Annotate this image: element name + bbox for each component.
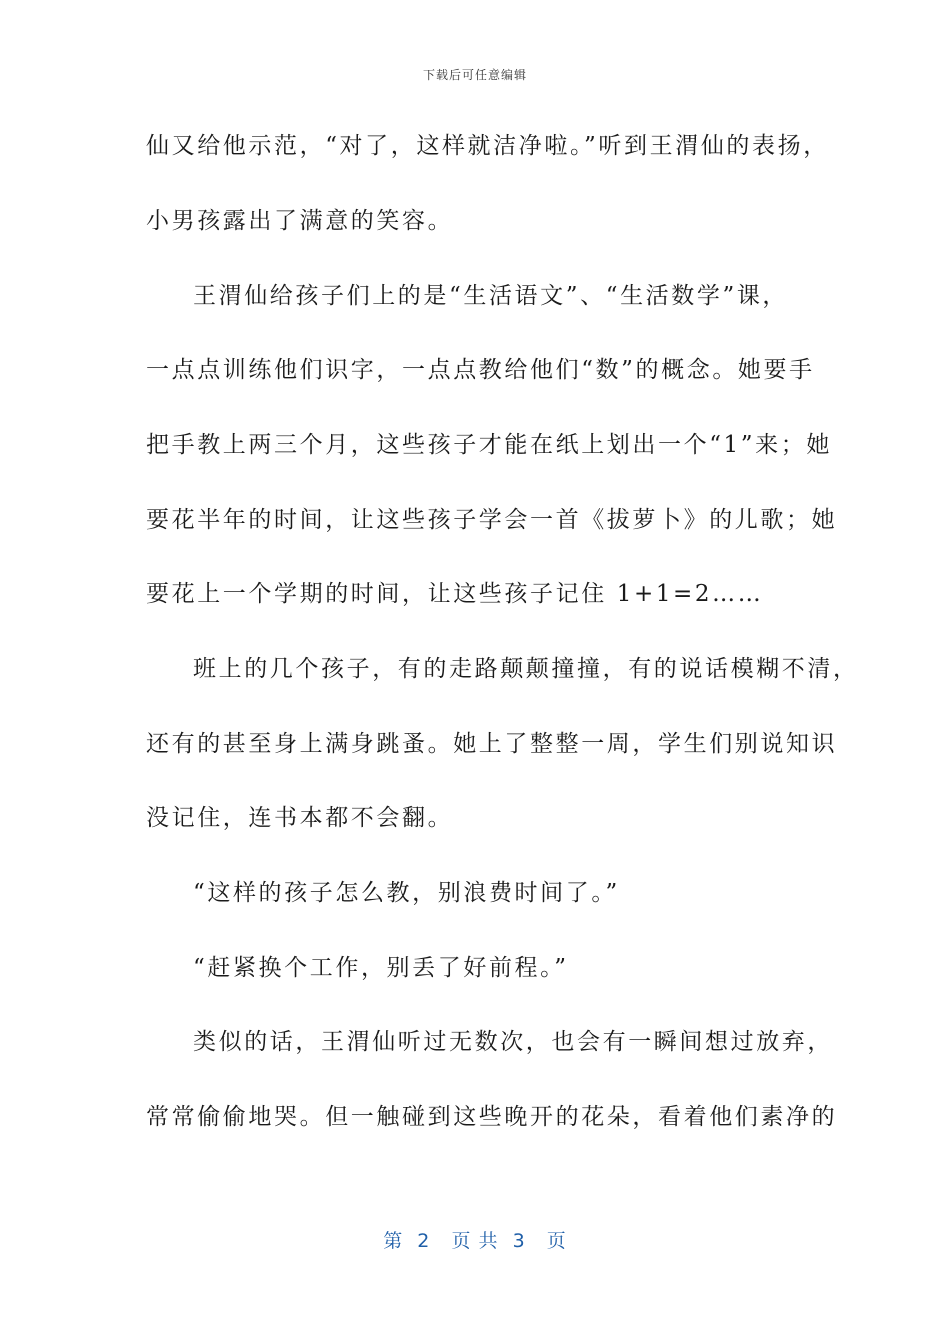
text-line: 常常偷偷地哭。但一触碰到这些晚开的花朵，看着他们素净的: [146, 1104, 838, 1130]
page-header: 下载后可任意编辑: [422, 68, 527, 82]
text-line: 没记住，连书本都不会翻。: [146, 805, 454, 831]
quote-line: “这样的孩子怎么教，别浪费时间了。”: [193, 880, 620, 906]
text-line: 还有的甚至身上满身跳蚤。她上了整整一周，学生们别说知识: [146, 731, 838, 757]
text-line: 要花上一个学期的时间，让这些孩子记住 1+1=2……: [146, 581, 764, 607]
paragraph-start-line: 类似的话，王渭仙听过无数次，也会有一瞬间想过放弃，: [193, 1029, 833, 1055]
text-line: 一点点训练他们识字，一点点教给他们“数”的概念。她要手: [146, 357, 815, 383]
page-footer: 第 2 页 共 3 页: [383, 1230, 567, 1252]
text-line: 小男孩露出了满意的笑容。: [146, 208, 454, 234]
quote-line: “赶紧换个工作，别丢了好前程。”: [193, 955, 569, 981]
paragraph-start-line: 班上的几个孩子，有的走路颠颠撞撞，有的说话模糊不清，: [193, 656, 859, 682]
text-line: 仙又给他示范，“对了，这样就洁净啦。”听到王渭仙的表扬，: [146, 133, 829, 159]
paragraph-start-line: 王渭仙给孩子们上的是“生活语文”、“生活数学”课，: [193, 283, 789, 309]
text-line: 把手教上两三个月，这些孩子才能在纸上划出一个“1”来；她: [146, 432, 832, 458]
text-line: 要花半年的时间，让这些孩子学会一首《拔萝卜》的儿歌；她: [146, 507, 838, 533]
